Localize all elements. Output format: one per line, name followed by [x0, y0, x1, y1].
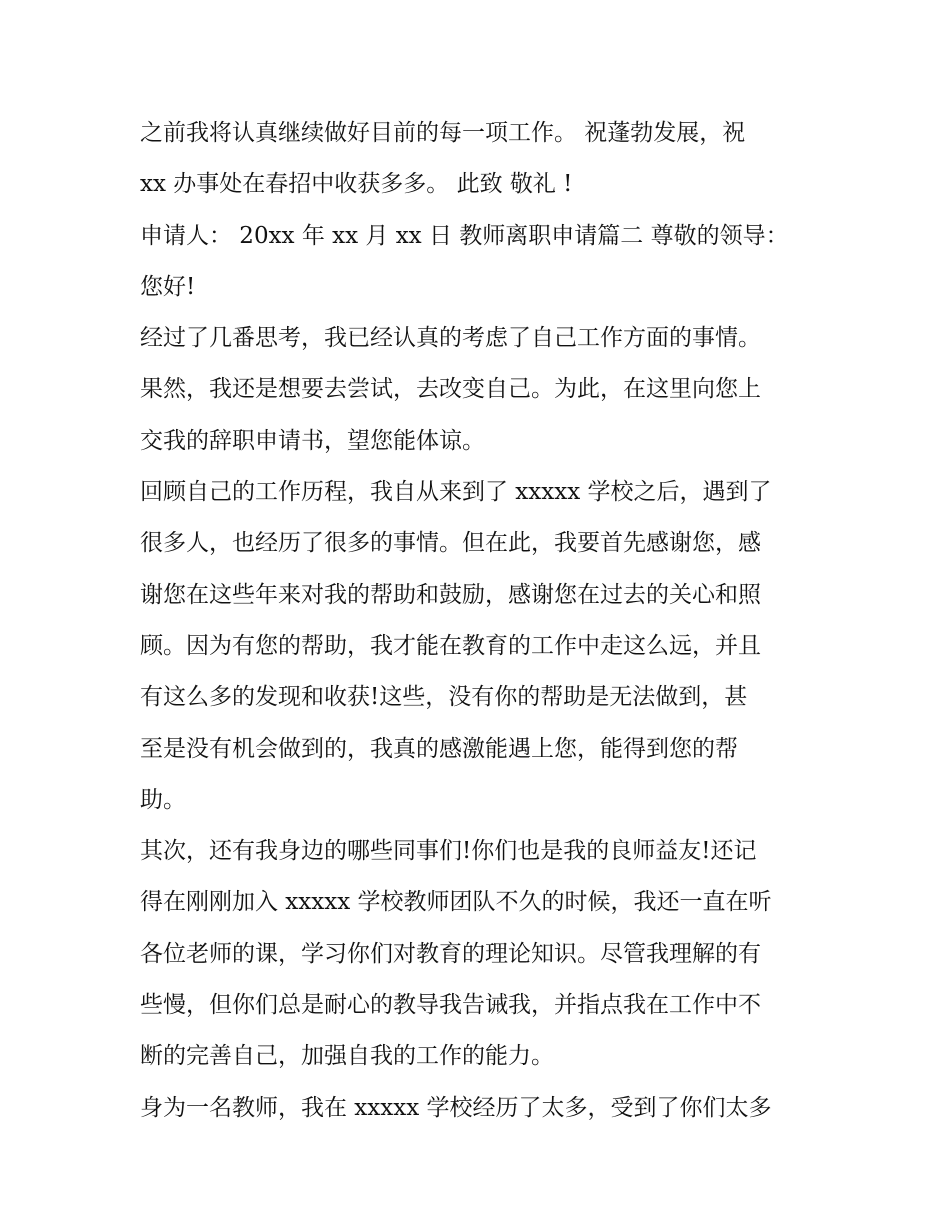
text-line: 交我的辞职申请书，望您能体谅。 [140, 427, 485, 454]
text-line: 得在刚刚加入 xxxxx 学校教师团队不久的时候，我还一直在听 [140, 889, 772, 916]
text-line: 身为一名教师，我在 xxxxx 学校经历了太多，受到了你们太多 [140, 1094, 772, 1121]
text-line: 很多人，也经历了很多的事情。但在此，我要首先感谢您，感 [140, 530, 761, 557]
text-line: 之前我将认真继续做好目前的每一项工作。 祝蓬勃发展，祝 [140, 120, 746, 146]
text-line: 您好! [140, 273, 196, 300]
text-line: 各位老师的课，学习你们对教育的理论知识。尽管我理解的有 [140, 940, 761, 967]
text-line: 谢您在这些年来对我的帮助和鼓励，感谢您在过去的关心和照 [140, 581, 761, 608]
text-line: 些慢，但你们总是耐心的教导我告诫我，并指点我在工作中不 [140, 992, 761, 1019]
text-line: 果然，我还是想要去尝试，去改变自己。为此，在这里向您上 [140, 376, 761, 403]
text-line: 经过了几番思考，我已经认真的考虑了自己工作方面的事情。 [140, 325, 761, 352]
text-line: xx 办事处在春招中收获多多。 此致 敬礼 ! [140, 171, 573, 198]
text-line: 至是没有机会做到的，我真的感激能遇上您，能得到您的帮 [140, 735, 738, 762]
text-line: 断的完善自己，加强自我的工作的能力。 [140, 1043, 554, 1070]
text-line: 回顾自己的工作历程，我自从来到了 xxxxx 学校之后，遇到了 [140, 479, 772, 506]
text-line: 有这么多的发现和收获!这些，没有你的帮助是无法做到，甚 [140, 684, 748, 711]
document-body [140, 108, 820, 1134]
text-line: 助。 [140, 786, 186, 813]
text-line: 顾。因为有您的帮助，我才能在教育的工作中走这么远，并且 [140, 632, 761, 659]
text-line: 申请人： 20xx 年 xx 月 xx 日 教师离职申请篇二 尊敬的领导： [140, 222, 789, 249]
text-line: 其次，还有我身边的哪些同事们!你们也是我的良师益友!还记 [140, 838, 757, 865]
